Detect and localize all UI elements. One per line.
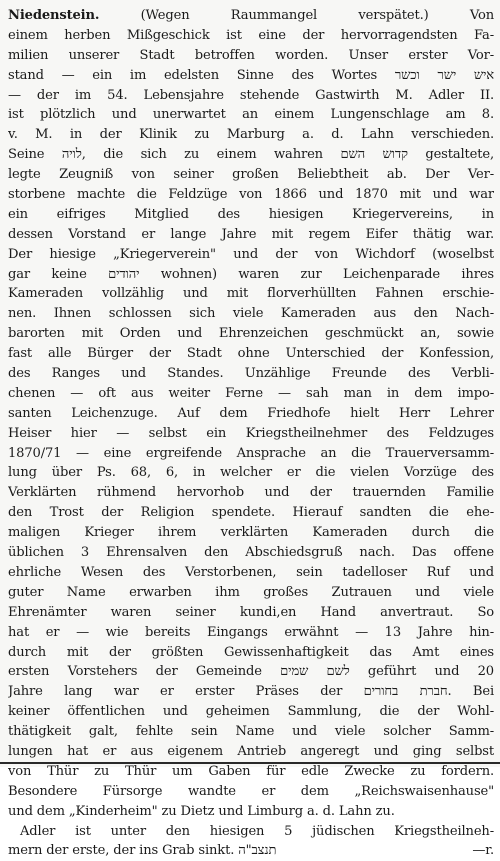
text-line: stand — ein im edelsten Sinne des Wortes איש ישר וכשר <box>8 67 494 83</box>
text-line: barorten mit Orden und Ehrenzeichen geschmückt an, sowie <box>8 326 494 342</box>
headline: Niedenstein. <box>8 8 100 23</box>
text-line: Ehrenämter waren seiner kundi,en Hand anvertraut. So <box>8 604 494 620</box>
text-line: Der hiesige „Kriegerverein" und der von Wichdorf (woselbst <box>8 246 494 262</box>
text-line: Heiser hier — selbst ein Kriegstheilnehmer des Feldzuges <box>8 425 494 441</box>
text-line: legte Zeugniß von seiner großen Beliebtheit ab. Der Ver- <box>8 167 494 183</box>
text-line: des Ranges und Standes. Unzählige Freunde des Verbli- <box>8 366 494 382</box>
text-line: ein eifriges Mitglied des hiesigen Kriegervereins, in <box>8 206 494 222</box>
text-line: von Thür zu Thür um Gaben für edle Zwecke zu fordern. <box>8 763 494 779</box>
text-line: thätigkeit galt, fehlte sein Name und viele solcher Samm- <box>8 724 494 740</box>
text-line: und dem „Kinderheim" zu Dietz und Limburg a. d. Lahn zu. <box>8 803 395 819</box>
text-line: nen. Ihnen schlossen sich viele Kameraden aus den Nach- <box>8 306 494 322</box>
text-line: ehrliche Wesen des Verstorbenen, sein tadelloser Ruf und <box>8 564 494 580</box>
text-line: ist plötzlich und unerwartet an einem Lungenschlage am 8. <box>8 107 494 123</box>
text-line: dessen Vorstand er lange Jahre mit regem Eifer thätig war. <box>8 226 494 242</box>
bottom-rule <box>0 762 500 764</box>
text-line: Jahre lang war er erster Präses der חברת בחורים. Bei <box>8 684 494 700</box>
text-line: guter Name erwarben ihm großes Zutrauen und viele <box>8 584 494 600</box>
text-line: Seine לויה, die sich zu einem wahren קדוש השם gestaltete, <box>8 147 494 163</box>
text-line: Kameraden vollzählig und mit florverhüllten Fahnen erschie- <box>8 286 494 302</box>
text-line: gar keine יהודים wohnen) waren zur Leichenparade ihres <box>8 266 494 282</box>
text-line <box>8 6 494 26</box>
text-line: lungen hat er aus eigenem Antrieb angeregt und ging selbst <box>8 743 494 759</box>
text-line: einem herben Mißgeschick ist eine der hervorragendsten Fa- <box>8 27 494 43</box>
text-line: v. M. in der Klinik zu Marburg a. d. Lahn verschieden. <box>8 127 494 143</box>
author-signature: —r. <box>472 843 494 859</box>
line-text: mern der erste, der ins Grab sinkt. תנצב"ה <box>8 843 277 859</box>
text-line: hat er — wie bereits Eingangs erwähnt — 13 Jahre hin- <box>8 624 494 640</box>
obituary-article <box>8 6 494 861</box>
text-line: Besondere Fürsorge wandte er dem „Reichswaisenhause" <box>8 783 494 799</box>
text-line: chenen — oft aus weiter Ferne — sah man in dem impo- <box>8 385 494 401</box>
text-line: Adler ist unter den hiesigen 5 jüdischen Kriegstheilneh- <box>20 823 494 839</box>
text-line: 1870/71 — eine ergreifende Ansprache an die Trauerversamm- <box>8 445 494 461</box>
text-line: milien unserer Stadt betroffen worden. Unser erster Vor- <box>8 47 494 63</box>
text-line: santen Leichenzuge. Auf dem Friedhofe hielt Herr Lehrer <box>8 405 494 421</box>
text-line: storbene machte die Feldzüge von 1866 und 1870 mit und war <box>8 187 494 203</box>
text-line: keiner öffentlichen und geheimen Sammlung, die der Wohl- <box>8 704 494 720</box>
text-line: den Trost der Religion spendete. Hierauf sandten die ehe- <box>8 505 494 521</box>
line-text: (Wegen Raummangel verspätet.) Von <box>140 8 494 23</box>
text-line: fast alle Bürger der Stadt ohne Unterschied der Konfession, <box>8 346 494 362</box>
text-line: Verklärten rühmend hervorhob und der trauernden Familie <box>8 485 494 501</box>
text-line: — der im 54. Lebensjahre stehende Gastwirth M. Adler II. <box>8 87 494 103</box>
text-line: maligen Krieger ihrem verklärten Kameraden durch die <box>8 525 494 541</box>
text-line: durch mit der größten Gewissenhaftigkeit das Amt eines <box>8 644 494 660</box>
text-line: lung über Ps. 68, 6, in welcher er die vielen Vorzüge des <box>8 465 494 481</box>
text-line: ersten Vorstehers der Gemeinde לשם שמים geführt und 20 <box>8 664 494 680</box>
text-line: üblichen 3 Ehrensalven den Abschiedsgruß nach. Das offene <box>8 545 494 561</box>
text-line <box>8 841 494 861</box>
